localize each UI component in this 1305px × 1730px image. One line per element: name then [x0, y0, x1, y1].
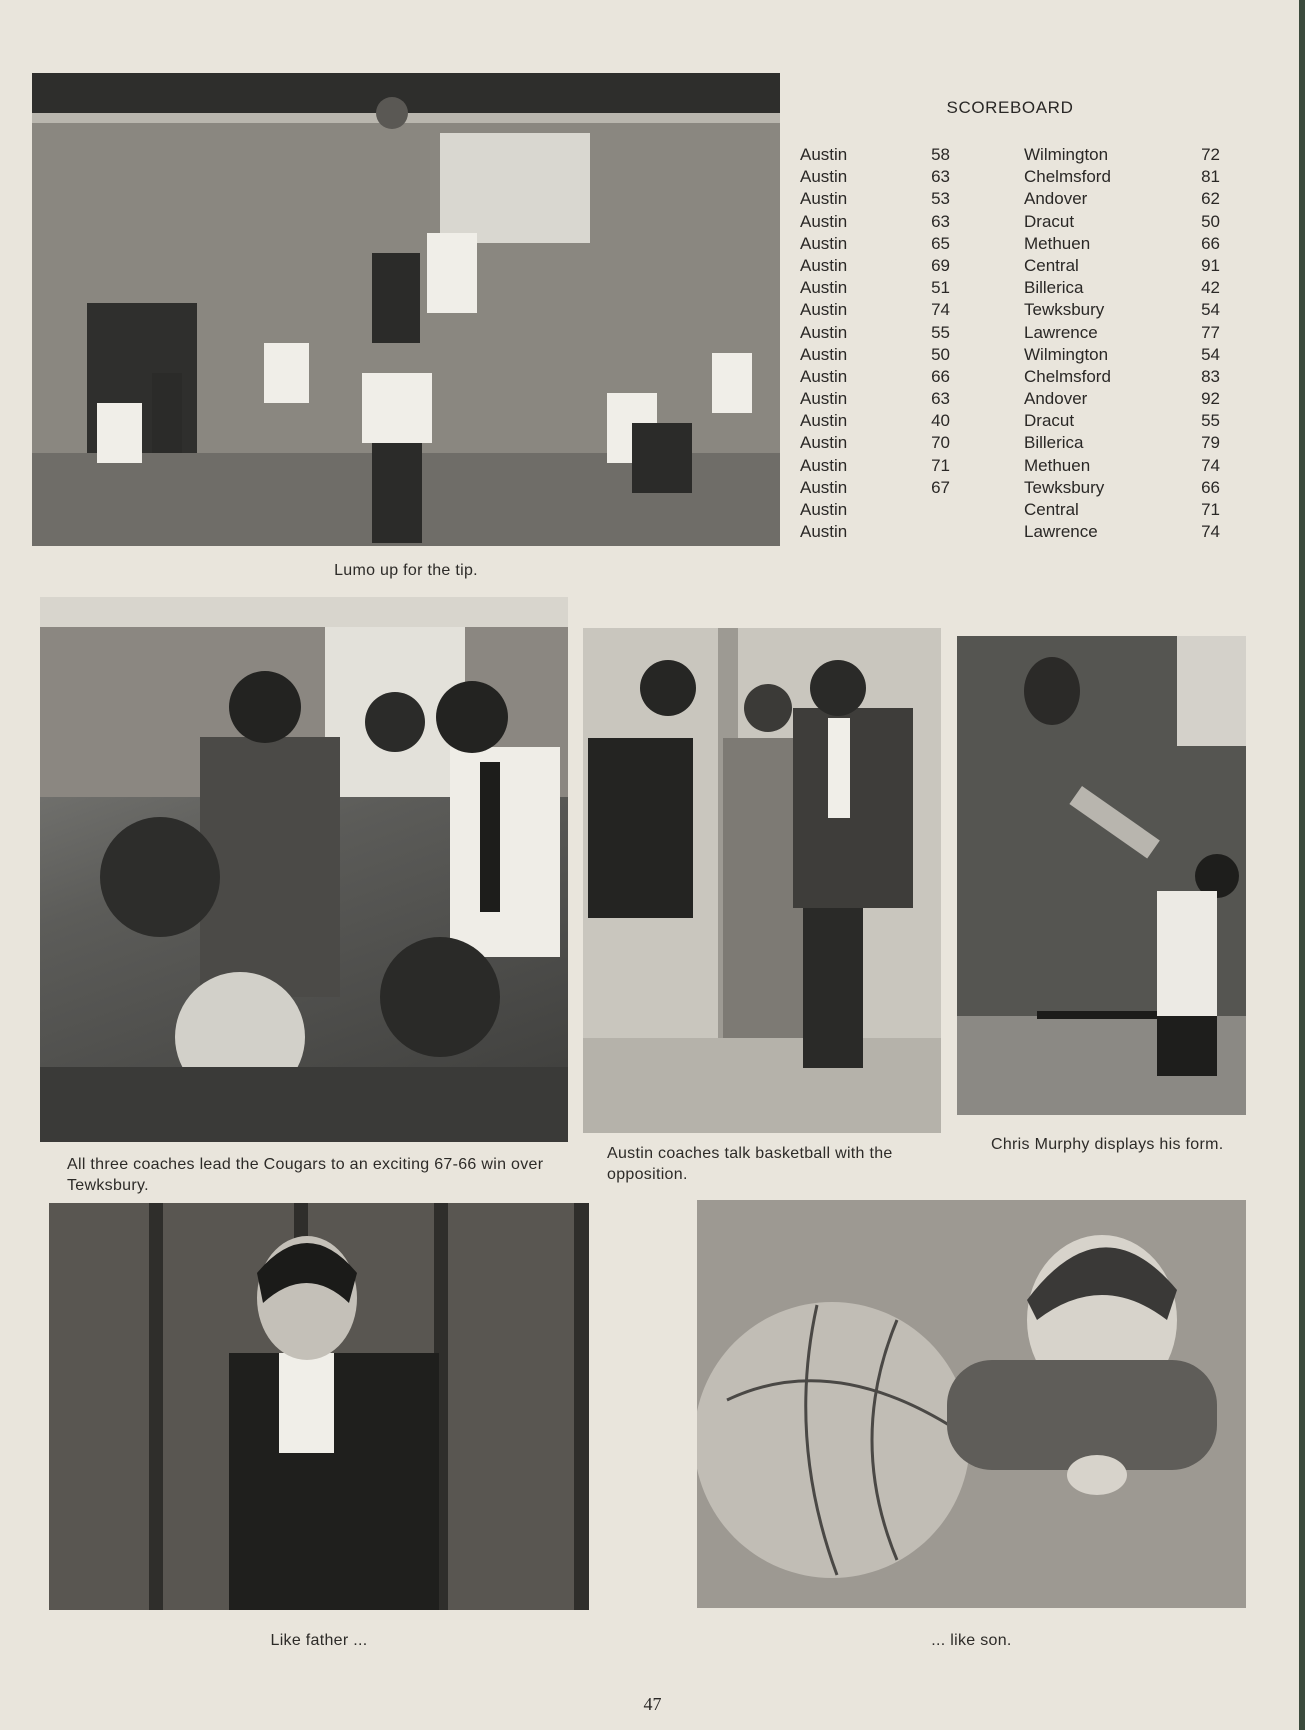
scoreboard-opponent: Dracut	[1024, 211, 1075, 231]
scoreboard-team-score: 67	[931, 477, 950, 497]
scoreboard-opponent-score: 54	[1201, 344, 1220, 364]
scoreboard-team: Austin	[800, 344, 848, 364]
scoreboard-team: Austin	[800, 366, 848, 386]
scoreboard-team: Austin	[800, 145, 848, 164]
coaches-lead-caption: All three coaches lead the Cougars to an exciting 67-66 win over Tewksbury.	[67, 1156, 544, 1194]
scoreboard-team-score	[900, 521, 950, 543]
scoreboard-team: Austin	[800, 477, 848, 497]
scoreboard-team-score: 51	[931, 278, 950, 298]
scoreboard-opponent: Lawrence	[1024, 522, 1098, 542]
scoreboard-team: Austin	[800, 389, 848, 409]
scoreboard-opponent-column	[1024, 144, 1164, 543]
like-father-photo	[49, 1203, 589, 1610]
scoreboard-team-score: 55	[931, 322, 950, 342]
like-son-caption: ... like son.	[931, 1632, 1012, 1649]
page-number: 47	[643, 1694, 662, 1714]
scoreboard-team: Austin	[800, 300, 848, 320]
scoreboard-team-score: 58	[931, 145, 950, 164]
like-father-caption: Like father ...	[270, 1632, 368, 1649]
coaches-talk-photo	[583, 628, 941, 1133]
scoreboard-team: Austin	[800, 189, 848, 209]
scoreboard-opponent-score: 66	[1201, 477, 1220, 497]
tip-off-photo	[32, 73, 780, 546]
scoreboard-opponent-score: 42	[1201, 278, 1220, 298]
scoreboard-opponent-score: 79	[1201, 433, 1220, 453]
scoreboard-team-score: 69	[931, 255, 950, 275]
scoreboard-opponent: Andover	[1024, 189, 1088, 209]
scoreboard-team: Austin	[800, 522, 848, 542]
scoreboard-opponent-score: 81	[1201, 167, 1220, 187]
scoreboard-opponent-score: 66	[1201, 233, 1220, 253]
scoreboard-team-column	[800, 144, 900, 543]
scoreboard-opponent: Central	[1024, 255, 1079, 275]
scoreboard-opponent: Lawrence	[1024, 322, 1098, 342]
scoreboard-opponent-score: 74	[1201, 522, 1220, 542]
page-edge	[1299, 0, 1305, 1730]
scoreboard-opponent-score: 77	[1201, 322, 1220, 342]
scoreboard-opponent: Chelmsford	[1024, 167, 1111, 187]
scoreboard-opponent: Methuen	[1024, 455, 1091, 475]
scoreboard-opponent-score-column	[1170, 144, 1220, 543]
chris-murphy-caption: Chris Murphy displays his form.	[991, 1136, 1224, 1153]
scoreboard-team-score: 63	[931, 389, 950, 409]
scoreboard-opponent: Billerica	[1024, 433, 1084, 453]
scoreboard-team: Austin	[800, 455, 848, 475]
scoreboard-opponent-score: 83	[1201, 366, 1220, 386]
scoreboard-opponent: Billerica	[1024, 278, 1084, 298]
tip-off-caption: Lumo up for the tip.	[334, 562, 478, 579]
scoreboard-team: Austin	[800, 167, 848, 187]
scoreboard-opponent-score: 92	[1201, 389, 1220, 409]
scoreboard-team-score: 65	[931, 233, 950, 253]
scoreboard-opponent: Wilmington	[1024, 344, 1109, 364]
scoreboard-opponent-score: 72	[1201, 145, 1220, 164]
scoreboard-team-score: 50	[931, 344, 950, 364]
scoreboard-opponent: Andover	[1024, 389, 1088, 409]
scoreboard-team-score: 53	[931, 189, 950, 209]
scoreboard-team-score: 74	[931, 300, 950, 320]
scoreboard-team-score	[900, 499, 950, 521]
scoreboard-opponent-score: 91	[1201, 255, 1220, 275]
scoreboard-opponent: Chelmsford	[1024, 366, 1111, 386]
coaches-huddle-photo	[40, 597, 568, 1142]
scoreboard-opponent-score: 71	[1201, 500, 1220, 519]
scoreboard-team-score: 40	[931, 411, 950, 431]
scoreboard-team-score: 63	[931, 211, 950, 231]
scoreboard-team: Austin	[800, 233, 848, 253]
scoreboard-team-score-column	[900, 144, 950, 543]
scoreboard-opponent-score: 54	[1201, 300, 1220, 320]
chris-murphy-photo	[957, 636, 1246, 1115]
like-son-photo	[697, 1200, 1246, 1608]
scoreboard-team-score: 70	[931, 433, 950, 453]
coaches-talk-caption: Austin coaches talk basketball with the opposition.	[607, 1145, 893, 1183]
scoreboard-opponent-score: 74	[1201, 455, 1220, 475]
scoreboard-title: SCOREBOARD	[946, 98, 1074, 117]
scoreboard-team: Austin	[800, 211, 848, 231]
scoreboard-team: Austin	[800, 255, 848, 275]
scoreboard-opponent: Dracut	[1024, 411, 1075, 431]
scoreboard-team: Austin	[800, 500, 848, 519]
scoreboard-team: Austin	[800, 433, 848, 453]
scoreboard-team: Austin	[800, 322, 848, 342]
scoreboard-opponent: Central	[1024, 500, 1079, 519]
scoreboard-team: Austin	[800, 411, 848, 431]
scoreboard-team: Austin	[800, 278, 848, 298]
scoreboard-team-score: 71	[931, 455, 950, 475]
scoreboard-opponent-score: 50	[1201, 211, 1220, 231]
scoreboard-team-score: 66	[931, 366, 950, 386]
scoreboard-opponent: Methuen	[1024, 233, 1091, 253]
scoreboard-opponent: Wilmington	[1024, 145, 1109, 164]
scoreboard-team-score: 63	[931, 167, 950, 187]
scoreboard-opponent: Tewksbury	[1024, 300, 1105, 320]
scoreboard-opponent: Tewksbury	[1024, 477, 1105, 497]
scoreboard-opponent-score: 62	[1201, 189, 1220, 209]
scoreboard-opponent-score: 55	[1201, 411, 1220, 431]
